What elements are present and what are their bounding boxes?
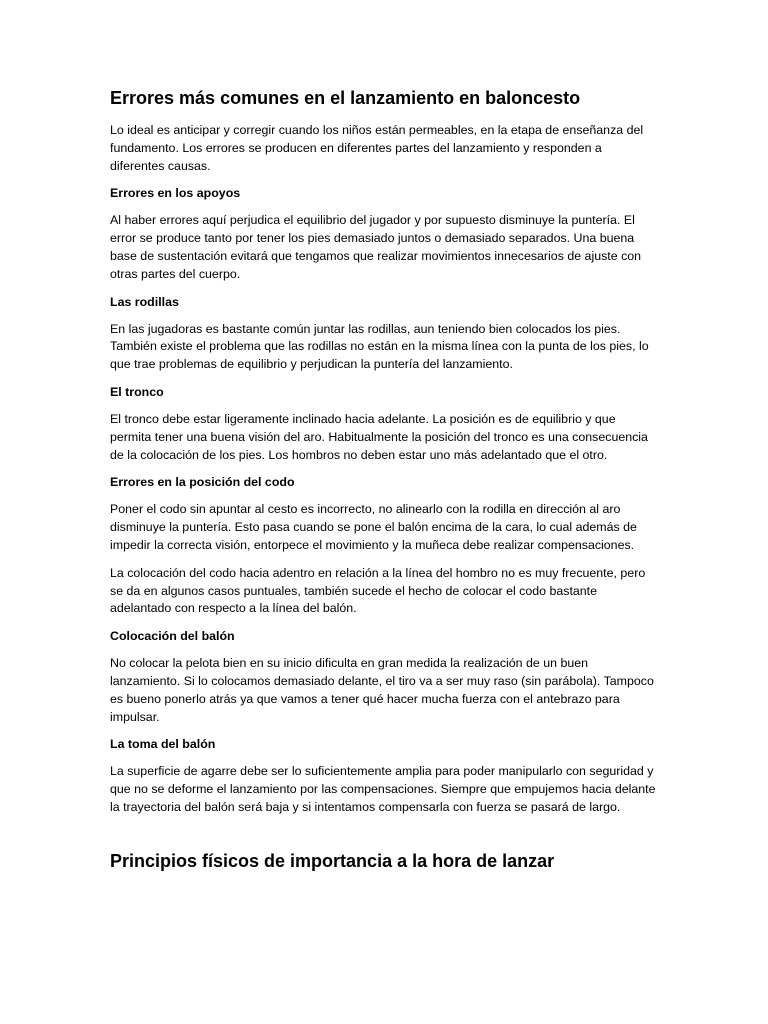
section-heading: Errores en la posición del codo [110, 475, 295, 490]
section-rodillas [110, 294, 658, 374]
section-toma-balon [110, 736, 658, 816]
section-paragraph: Al haber errores aquí perjudica el equilibrio del jugador y por supuesto disminuye la puntería. El error se produce tanto por tener los pies demasiado juntos o demasiado separados. Una buena base de sustentación evitará que tengamos que realizar movimientos innecesarios de ajuste con otras partes del cuerpo. [110, 213, 642, 281]
section-heading: El tronco [110, 384, 164, 399]
section-paragraph: El tronco debe estar ligeramente inclinado hacia adelante. La posición es de equilibrio y que permita tener una buena visión del aro. Habitualmente la posición del tronco es una consecuencia de la colocación de los pies. Los hombros no deben estar uno más adelantado que el otro. [110, 411, 648, 462]
section-heading: La toma del balón [110, 737, 216, 752]
section-paragraph: En las jugadoras es bastante común juntar las rodillas, aun teniendo bien colocados los pies. También existe el problema que las rodillas no están en la misma línea con la punta de los pies, lo que trae problemas de equilibrio y perjudican la puntería del lanzamiento. [110, 321, 649, 372]
section-paragraph: Poner el codo sin apuntar al cesto es incorrecto, no alinearlo con la rodilla en dirección al aro disminuye la puntería. Esto pasa cuando se pone el balón encima de la cara, lo cual además de impedir la correcta visión, entorpece el movimiento y la muñeca debe realizar compensaciones. [110, 502, 637, 552]
section-apoyos [110, 185, 658, 283]
section-heading: Las rodillas [110, 294, 179, 309]
section-paragraph: La colocación del codo hacia adentro en relación a la línea del hombro no es muy frecuente, pero se da en algunos casos puntuales, también sucede el hecho de colocar el codo bastante adelantado con respecto a la línea del balón. [110, 565, 646, 616]
section-heading: Colocación del balón [110, 629, 235, 644]
section-colocacion-balon [110, 628, 658, 726]
section-tronco [110, 384, 658, 464]
subtitle-heading: Principios físicos de importancia a la hora de lanzar [110, 850, 555, 871]
document-page [110, 86, 658, 885]
section-paragraph: La superficie de agarre debe ser lo suficientemente amplia para poder manipularlo con seguridad y que no se deforme el lanzamiento por las compensaciones. Siempre que empujemos hacia delante la trayectoria del balón será baja y si intentamos compensarla con fuerza se pasará de largo. [110, 764, 656, 814]
section-codo [110, 474, 658, 618]
intro-paragraph: Lo ideal es anticipar y corregir cuando los niños están permeables, en la etapa de enseñanza del fundamento. Los errores se producen en diferentes partes del lanzamiento y responden a diferentes causas. [110, 123, 644, 173]
section-paragraph: No colocar la pelota bien en su inicio dificulta en gran medida la realización de un buen lanzamiento. Si lo colocamos demasiado delante, el tiro va a ser muy raso (sin parábola). Tampoco es bueno ponerlo atrás ya que vamos a tener qué hacer mucha fuerza con el antebrazo para impulsar. [110, 656, 654, 724]
document-title: Errores más comunes en el lanzamiento en baloncesto [110, 88, 581, 108]
section-heading: Errores en los apoyos [110, 186, 241, 201]
spacer [110, 827, 658, 849]
